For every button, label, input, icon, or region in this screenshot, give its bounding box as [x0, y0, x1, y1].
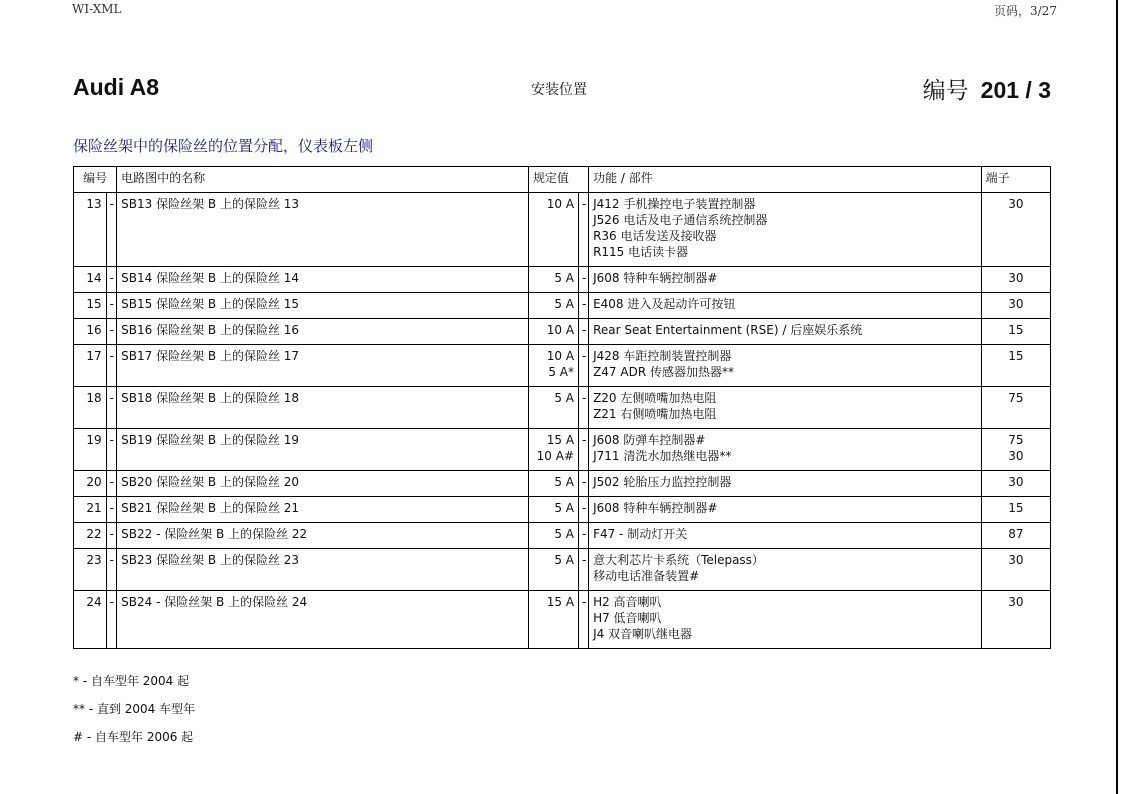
fuse-function-line: J428 车距控制装置控制器 — [593, 349, 732, 363]
table-row — [74, 387, 1051, 429]
fuse-rating — [528, 429, 578, 471]
table-row — [74, 267, 1051, 293]
fuse-rating — [528, 523, 578, 549]
header-pin: 端子 — [981, 167, 1050, 193]
fuse-rating-line: 10 A — [546, 197, 575, 211]
separator-dash: - — [106, 193, 117, 267]
fuse-function — [589, 497, 982, 523]
separator-dash: - — [106, 523, 117, 549]
separator-dash: - — [106, 345, 117, 387]
fuse-terminal-line: 75 — [1008, 433, 1024, 447]
fuse-name: SB23 保险丝架 B 上的保险丝 23 — [117, 549, 529, 591]
fuse-terminal-line: 30 — [1008, 271, 1024, 285]
table-row — [74, 523, 1051, 549]
fuse-function-line: 意大利芯片卡系统（Telepass） — [593, 553, 764, 567]
fuse-name: SB22 - 保险丝架 B 上的保险丝 22 — [117, 523, 529, 549]
fuse-rating — [528, 319, 578, 345]
fuse-terminal — [981, 319, 1050, 345]
fuse-function-line: Rear Seat Entertainment (RSE) / 后座娱乐系统 — [593, 323, 863, 337]
fuse-name: SB13 保险丝架 B 上的保险丝 13 — [117, 193, 529, 267]
fuse-rating — [528, 193, 578, 267]
fuse-terminal-line: 15 — [1008, 349, 1024, 363]
separator-dash: - — [106, 319, 117, 345]
fuse-function-line: J608 特种车辆控制器# — [593, 271, 718, 285]
header-value: 规定值 — [528, 167, 588, 193]
separator-dash: - — [106, 549, 117, 591]
fuse-terminal — [981, 591, 1050, 649]
table-row — [74, 497, 1051, 523]
separator-dash: - — [106, 387, 117, 429]
separator-dash: - — [579, 345, 589, 387]
fuse-terminal — [981, 293, 1050, 319]
fuse-terminal-line: 15 — [1008, 323, 1024, 337]
fuse-number: 22 — [74, 523, 107, 549]
fuse-name: SB17 保险丝架 B 上的保险丝 17 — [117, 345, 529, 387]
footnotes — [73, 672, 195, 756]
fuse-function — [589, 523, 982, 549]
fuse-name: SB20 保险丝架 B 上的保险丝 20 — [117, 471, 529, 497]
table-row — [74, 319, 1051, 345]
header-name: 电路图中的名称 — [117, 167, 529, 193]
fuse-function-line: J4 双音喇叭继电器 — [593, 627, 693, 641]
fuse-rating — [528, 267, 578, 293]
fuse-rating — [528, 549, 578, 591]
footnote: # - 自车型年 2006 起 — [73, 730, 194, 744]
fuse-rating-line: 5 A — [554, 527, 575, 541]
fuse-rating — [528, 345, 578, 387]
fuse-rating-line: 5 A — [554, 553, 575, 567]
fuse-name: SB18 保险丝架 B 上的保险丝 18 — [117, 387, 529, 429]
table-row — [74, 193, 1051, 267]
separator-dash: - — [579, 193, 589, 267]
fuse-rating-line: 10 A — [546, 349, 575, 363]
fuse-number: 20 — [74, 471, 107, 497]
fuse-number: 16 — [74, 319, 107, 345]
table-row — [74, 549, 1051, 591]
fuse-rating — [528, 497, 578, 523]
fuse-name: SB21 保险丝架 B 上的保险丝 21 — [117, 497, 529, 523]
fuse-terminal-line: 15 — [1008, 501, 1024, 515]
fuse-terminal — [981, 523, 1050, 549]
fuse-function — [589, 471, 982, 497]
fuse-rating-line: 10 A# — [536, 449, 575, 463]
fuse-name: SB16 保险丝架 B 上的保险丝 16 — [117, 319, 529, 345]
fuse-rating — [528, 591, 578, 649]
fuse-rating-line: 5 A — [554, 475, 575, 489]
fuse-function — [589, 193, 982, 267]
fuse-rating-line: 5 A — [554, 297, 575, 311]
fuse-terminal — [981, 549, 1050, 591]
separator-dash: - — [106, 293, 117, 319]
fuse-terminal — [981, 193, 1050, 267]
fuse-terminal-line: 87 — [1008, 527, 1024, 541]
fuse-terminal — [981, 429, 1050, 471]
table-body — [74, 193, 1051, 649]
separator-dash: - — [579, 319, 589, 345]
table-row — [74, 591, 1051, 649]
section-title: 安装位置 — [531, 82, 587, 98]
fuse-function — [589, 429, 982, 471]
fuse-number: 14 — [74, 267, 107, 293]
fuse-function-line: J608 防弹车控制器# — [593, 433, 706, 447]
fuse-table — [73, 166, 1051, 649]
fuse-terminal-line: 30 — [1008, 475, 1024, 489]
separator-dash: - — [106, 429, 117, 471]
fuse-function — [589, 591, 982, 649]
separator-dash: - — [106, 267, 117, 293]
fuse-function-line: J526 电话及电子通信系统控制器 — [593, 213, 768, 227]
table-header-row — [74, 167, 1051, 193]
fuse-number: 13 — [74, 193, 107, 267]
fuse-function-line: E408 进入及起动许可按钮 — [593, 297, 736, 311]
fuse-terminal — [981, 267, 1050, 293]
footnote: * - 自车型年 2004 起 — [73, 674, 190, 688]
fuse-function-line: R115 电话读卡器 — [593, 245, 689, 259]
fuse-terminal-line: 30 — [1008, 553, 1024, 567]
separator-dash: - — [579, 429, 589, 471]
fuse-function — [589, 293, 982, 319]
fuse-rating-line: 15 A — [546, 433, 575, 447]
document-number — [923, 72, 1051, 105]
fuse-terminal — [981, 345, 1050, 387]
fuse-rating-line: 5 A — [554, 271, 575, 285]
fuse-function-line: H7 低音喇叭 — [593, 611, 662, 625]
table-row — [74, 471, 1051, 497]
separator-dash: - — [106, 497, 117, 523]
table-row — [74, 293, 1051, 319]
fuse-function-line: Z47 ADR 传感器加热器** — [593, 365, 734, 379]
fuse-name: SB14 保险丝架 B 上的保险丝 14 — [117, 267, 529, 293]
fuse-terminal-line: 30 — [1008, 197, 1024, 211]
page-number: 页码，3/27 — [994, 4, 1057, 18]
fuse-function — [589, 387, 982, 429]
fuse-function — [589, 345, 982, 387]
table-row — [74, 345, 1051, 387]
fuse-number: 24 — [74, 591, 107, 649]
fuse-function-line: J608 特种车辆控制器# — [593, 501, 718, 515]
fuse-function — [589, 549, 982, 591]
fuse-function-line: Z20 左侧喷嘴加热电阻 — [593, 391, 717, 405]
fuse-number: 19 — [74, 429, 107, 471]
fuse-rating-line: 5 A — [554, 391, 575, 405]
fuse-function-line: F47 - 制动灯开关 — [593, 527, 688, 541]
fuse-name: SB15 保险丝架 B 上的保险丝 15 — [117, 293, 529, 319]
fuse-rating-line: 5 A — [554, 501, 575, 515]
fuse-function-line: J502 轮胎压力监控控制器 — [593, 475, 732, 489]
separator-dash: - — [579, 497, 589, 523]
table-caption: 保险丝架中的保险丝的位置分配，仪表板左侧 — [73, 137, 374, 155]
fuse-function-line: Z21 右侧喷嘴加热电阻 — [593, 407, 717, 421]
fuse-terminal-line: 75 — [1008, 391, 1024, 405]
vehicle-model: Audi A8 — [73, 74, 160, 100]
fuse-terminal-line: 30 — [1008, 449, 1024, 463]
separator-dash: - — [579, 267, 589, 293]
fuse-number: 18 — [74, 387, 107, 429]
fuse-terminal — [981, 497, 1050, 523]
fuse-rating-line: 10 A — [546, 323, 575, 337]
fuse-terminal-line: 30 — [1008, 595, 1024, 609]
document-number-label: 编号 — [922, 78, 969, 104]
page-header-left: WI-XML — [72, 2, 122, 16]
fuse-function — [589, 319, 982, 345]
separator-dash: - — [106, 591, 117, 649]
fuse-name: SB24 - 保险丝架 B 上的保险丝 24 — [117, 591, 529, 649]
separator-dash: - — [579, 387, 589, 429]
fuse-function-line: R36 电话发送及接收器 — [593, 229, 717, 243]
fuse-number: 15 — [74, 293, 107, 319]
fuse-function-line: J412 手机操控电子装置控制器 — [593, 197, 756, 211]
fuse-number: 21 — [74, 497, 107, 523]
header-no: 编号 — [74, 167, 117, 193]
fuse-rating — [528, 387, 578, 429]
separator-dash: - — [579, 591, 589, 649]
fuse-rating — [528, 293, 578, 319]
separator-dash: - — [579, 471, 589, 497]
separator-dash: - — [579, 523, 589, 549]
fuse-rating-line: 5 A* — [548, 365, 575, 379]
separator-dash: - — [579, 293, 589, 319]
fuse-terminal — [981, 471, 1050, 497]
fuse-function-line: J711 清洗水加热继电器** — [593, 449, 732, 463]
document-number-value: 201 / 3 — [980, 77, 1051, 103]
separator-dash: - — [579, 549, 589, 591]
fuse-terminal-line: 30 — [1008, 297, 1024, 311]
fuse-rating — [528, 471, 578, 497]
fuse-function-line: H2 高音喇叭 — [593, 595, 662, 609]
header-function: 功能 / 部件 — [589, 167, 982, 193]
fuse-number: 23 — [74, 549, 107, 591]
separator-dash: - — [106, 471, 117, 497]
fuse-name: SB19 保险丝架 B 上的保险丝 19 — [117, 429, 529, 471]
fuse-number: 17 — [74, 345, 107, 387]
fuse-function-line: 移动电话准备装置# — [593, 569, 700, 583]
footnote: ** - 直到 2004 车型年 — [73, 702, 196, 716]
fuse-rating-line: 15 A — [546, 595, 575, 609]
table-row — [74, 429, 1051, 471]
fuse-terminal — [981, 387, 1050, 429]
fuse-function — [589, 267, 982, 293]
